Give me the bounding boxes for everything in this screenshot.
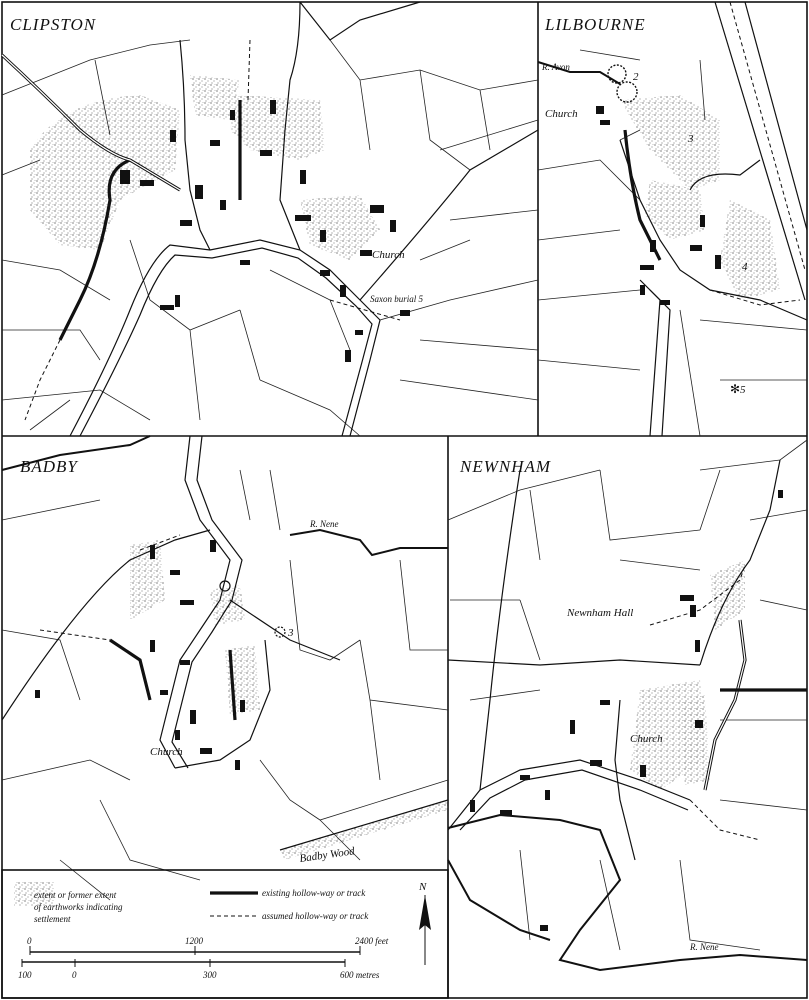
lilbourne-site-3: 3 [688, 133, 694, 145]
newnham-field-boundaries [448, 440, 807, 950]
badby-wood-boundary [280, 800, 448, 850]
clipston-main-road [70, 240, 380, 436]
clipston-title: CLIPSTON [10, 15, 97, 34]
legend-existing-label: existing hollow-way or track [262, 888, 366, 898]
newnham-hall-label: Newnham Hall [567, 607, 634, 619]
newnham-church-label: Church [630, 733, 663, 745]
north-arrow-head [419, 895, 431, 930]
newnham-panel [448, 440, 807, 970]
clipston-top-road [300, 2, 420, 40]
clipston-east-road [360, 130, 538, 300]
legend-earthworks-line-3: settlement [34, 914, 71, 924]
lilbourne-line-b [745, 2, 807, 230]
newnham-west-road [480, 470, 520, 790]
newnham-title: NEWNHAM [460, 457, 552, 476]
clipston-assumed-way-south [25, 340, 60, 420]
clipston-field-boundaries-south [2, 380, 360, 436]
lilbourne-earthwork-ring-2 [617, 82, 637, 102]
lilbourne-title: LILBOURNE [545, 15, 646, 34]
newnham-assumed-way-south [690, 800, 760, 840]
lilbourne-earthworks-centre [645, 180, 705, 240]
lilbourne-earthworks-east [720, 200, 780, 300]
badby-church-label: Church [150, 746, 183, 758]
clipston-main-road-edge [80, 248, 372, 436]
legend-assumed-label: assumed hollow-way or track [262, 911, 369, 921]
legend [2, 870, 448, 998]
lilbourne-site-2: 2 [633, 71, 639, 83]
badby-panel [2, 436, 448, 900]
badby-title: BADBY [20, 457, 78, 476]
scale-feet-label-1200: 1200 [185, 936, 203, 946]
legend-earthworks-line-2: of earthworks indicating [34, 902, 123, 912]
clipston-church-label: Church [372, 249, 405, 261]
scale-metre-label-100: 100 [18, 970, 32, 980]
scale-metre-label-0: 0 [72, 970, 77, 980]
badby-hollow-way [110, 640, 150, 700]
newnham-river-label: R. Nene [690, 942, 719, 952]
lilbourne-site-4: 4 [742, 261, 748, 273]
clipston-earthworks-north [230, 95, 325, 160]
badby-west-road [2, 530, 210, 720]
lilbourne-church-label: Church [545, 108, 578, 120]
lilbourne-south-road-edge [650, 290, 670, 436]
lilbourne-find-symbol: ✻ [730, 382, 741, 396]
newnham-cross-road [448, 660, 700, 665]
lilbourne-south-road [640, 280, 660, 436]
lilbourne-site-5: 5 [740, 384, 746, 396]
badby-site-3-marker [275, 627, 285, 637]
newnham-hollow-way-east [705, 620, 745, 790]
scale-metre-label-600: 600 metres [340, 970, 380, 980]
newnham-river-west [448, 860, 550, 940]
badby-field-boundaries [2, 470, 448, 900]
clipston-panel [2, 2, 538, 436]
clipston-north-road [180, 40, 210, 250]
newnham-buildings [470, 490, 783, 931]
newnham-earthworks-east [680, 695, 710, 785]
badby-river-nene [290, 530, 448, 555]
newnham-river-nene [448, 815, 807, 970]
scale-feet-label-0: 0 [27, 936, 32, 946]
clipston-assumed-way-north [248, 40, 250, 100]
scale-feet-label-2400: 2400 feet [355, 936, 389, 946]
lilbourne-panel [538, 2, 807, 436]
north-label: N [419, 881, 427, 893]
lilbourne-earthwork-ring-1 [608, 65, 626, 83]
newnham-south-road [615, 700, 635, 860]
badby-site-3: 3 [288, 627, 294, 639]
clipston-saxon-label: Saxon burial 5 [370, 294, 423, 304]
lilbourne-earthworks-north [620, 95, 720, 190]
lilbourne-river-label: R. Avon [542, 62, 570, 72]
badby-wood-label: Badby Wood [298, 845, 356, 865]
badby-wood-edge [280, 800, 448, 860]
scale-metre-label-300: 300 [203, 970, 217, 980]
badby-river-label: R. Nene [310, 519, 339, 529]
legend-earthworks-line-1: extent or former extent [34, 890, 117, 900]
